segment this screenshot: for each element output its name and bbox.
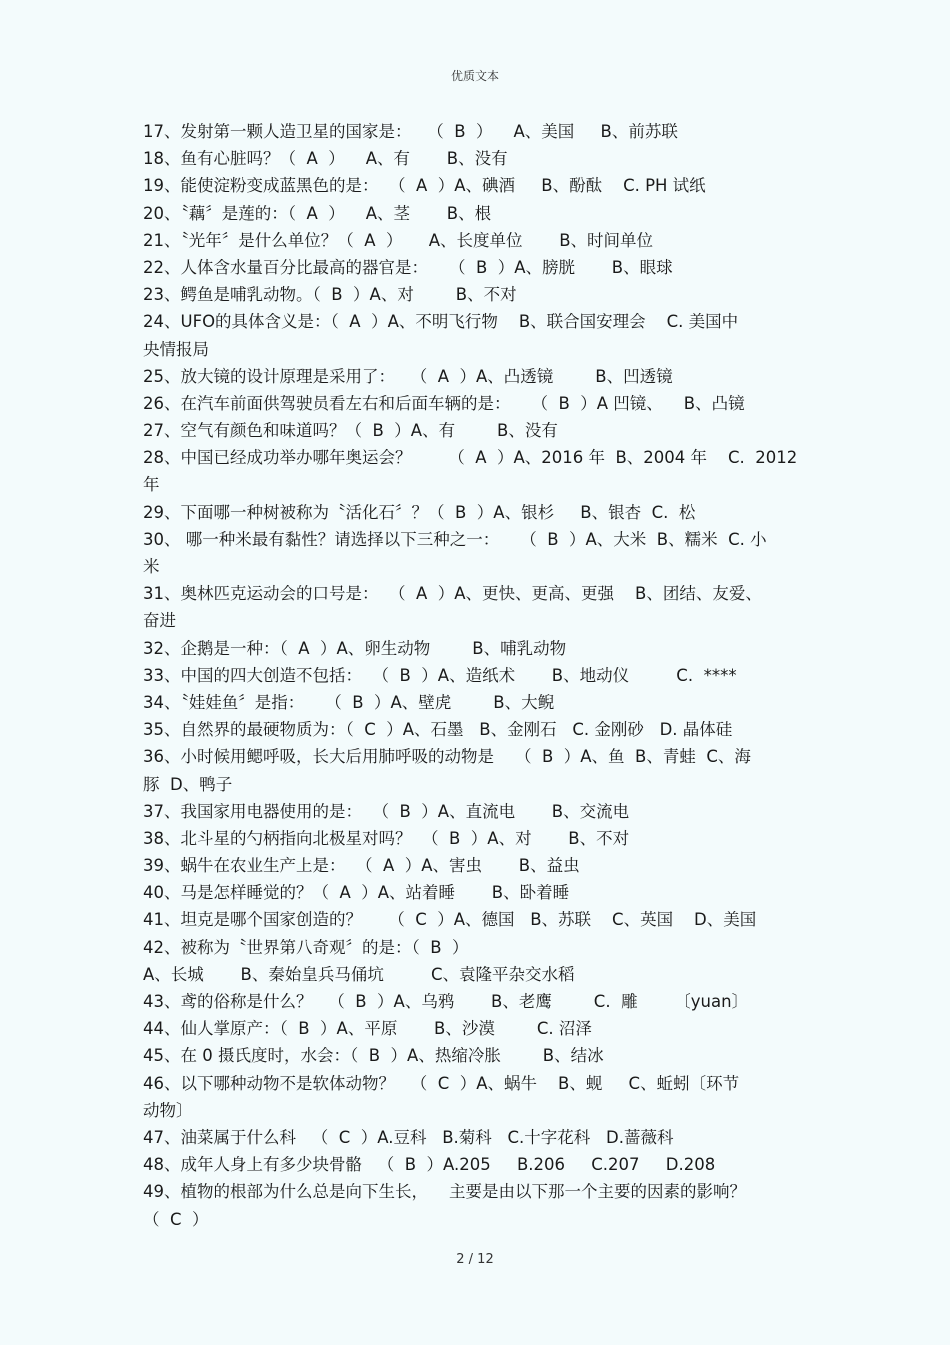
- page-header: 优质文本: [450, 69, 499, 83]
- text-line: 39、蜗牛在农业生产上是： （ A ）A、害虫 B、益虫: [143, 856, 580, 876]
- text-line: 奋进: [143, 611, 176, 631]
- text-line: 42、被称为〝世界第八奇观〞的是：（ B ）: [143, 937, 469, 957]
- text-line: 49、植物的根部为什么总是向下生长， 主要是由以下那一个主要的因素的影响？: [143, 1182, 746, 1202]
- text-line: 26、在汽车前面供驾驶员看左右和后面车辆的是： （ B ）A 凹镜、 B、凸镜: [143, 393, 745, 413]
- text-line: 31、奥林匹克运动会的口号是： （ A ）A、更快、更高、更强 B、团结、友爱、: [143, 584, 762, 604]
- text-line: 43、鸢的俗称是什么？ （ B ）A、乌鸦 B、老鹰 C. 雕 〔yuan〕: [143, 992, 749, 1011]
- text-line: 40、马是怎样睡觉的？（ A ）A、站着睡 B、卧着睡: [143, 883, 570, 903]
- text-line: 47、油菜属于什么科 （ C ）A.豆科 B.菊科 C.十字花科 D.蔷薇科: [143, 1127, 674, 1147]
- text-line: 29、下面哪一种树被称为〝活化石〞？（ B ）A、银杉 B、银杏 C. 松: [143, 502, 696, 522]
- text-line: 35、自然界的最硬物质为：（ C ）A、石墨 B、金刚石 C. 金刚砂 D. 晶体硅: [143, 720, 733, 740]
- text-line: 20、〝藕〞是莲的：（ A ） A、茎 B、根: [143, 203, 492, 223]
- text-line: 46、以下哪种动物不是软体动物？ （ C ）A、蜗牛 B、蚬 C、蚯蚓〔环节: [143, 1073, 740, 1093]
- page-number: 2 / 12: [456, 1252, 494, 1267]
- text-line: 45、在 0 摄氏度时，水会：（ B ）A、热缩冷胀 B、结冰: [143, 1046, 604, 1066]
- text-line: 18、鱼有心脏吗？（ A ） A、有 B、没有: [143, 149, 508, 169]
- text-line: 44、仙人掌原产：（ B ）A、平原 B、沙漠 C. 沼泽: [143, 1019, 592, 1039]
- text-line: 37、我国家用电器使用的是： （ B ）A、直流电 B、交流电: [143, 801, 630, 821]
- text-line: 36、小时候用鳃呼吸，长大后用肺呼吸的动物是 （ B ）A、鱼 B、青蛙 C、海: [143, 747, 751, 767]
- text-line: 21、〝光年〞是什么单位？（ A ） A、长度单位 B、时间单位: [143, 230, 654, 250]
- text-line: 19、能使淀粉变成蓝黑色的是： （ A ）A、碘酒 B、酚酞 C. PH 试纸: [143, 176, 706, 196]
- text-line: 央情报局: [143, 339, 209, 359]
- text-line: 30、 哪一种米最有黏性？请选择以下三种之一： （ B ）A、大米 B、糯米 C. 小: [143, 529, 767, 549]
- text-line: 27、空气有颜色和味道吗？（ B ）A、有 B、没有: [143, 421, 558, 441]
- text-line: 34、〝娃娃鱼〞是指： （ B ）A、壁虎 B、大鲵: [143, 692, 555, 712]
- text-line: 米: [143, 557, 160, 576]
- text-line: 41、坦克是哪个国家创造的？ （ C ）A、德国 B、苏联 C、英国 D、美国: [143, 910, 757, 930]
- text-line: 22、人体含水量百分比最高的器官是： （ B ）A、膀胱 B、眼球: [143, 257, 673, 277]
- text-line: 24、UFO的具体含义是：（ A ）A、不明飞行物 B、联合国安理会 C. 美国中: [143, 312, 739, 332]
- document-body: [143, 118, 808, 1233]
- text-line: 23、鳄鱼是哺乳动物。（ B ）A、对 B、不对: [143, 285, 517, 305]
- text-line: 28、中国已经成功举办哪年奥运会？ （ A ）A、2016 年 B、2004 年 C. 2012: [143, 448, 798, 468]
- text-line: 年: [143, 475, 160, 495]
- text-line: 48、成年人身上有多少块骨骼 （ B ）A.205 B.206 C.207 D.208: [143, 1155, 716, 1175]
- text-line: （ C ）: [143, 1209, 209, 1229]
- text-line: 动物〕: [143, 1100, 193, 1120]
- text-line: 33、中国的四大创造不包括： （ B ）A、造纸术 B、地动仪 C. ****: [143, 665, 737, 685]
- text-line: 17、发射第一颗人造卫星的国家是： （ B ） A、美国 B、前苏联: [143, 122, 678, 141]
- text-line: A、长城 B、秦始皇兵马俑坑 C、袁隆平杂交水稻: [143, 964, 575, 984]
- text-line: 32、企鹅是一种：（ A ）A、卵生动物 B、哺乳动物: [143, 638, 567, 658]
- text-line: 豚 D、鸭子: [143, 774, 233, 794]
- text-line: 25、放大镜的设计原理是采用了： （ A ）A、凸透镜 B、凹透镜: [143, 366, 673, 386]
- text-line: 38、北斗星的勺柄指向北极星对吗？ （ B ）A、对 B、不对: [143, 828, 630, 848]
